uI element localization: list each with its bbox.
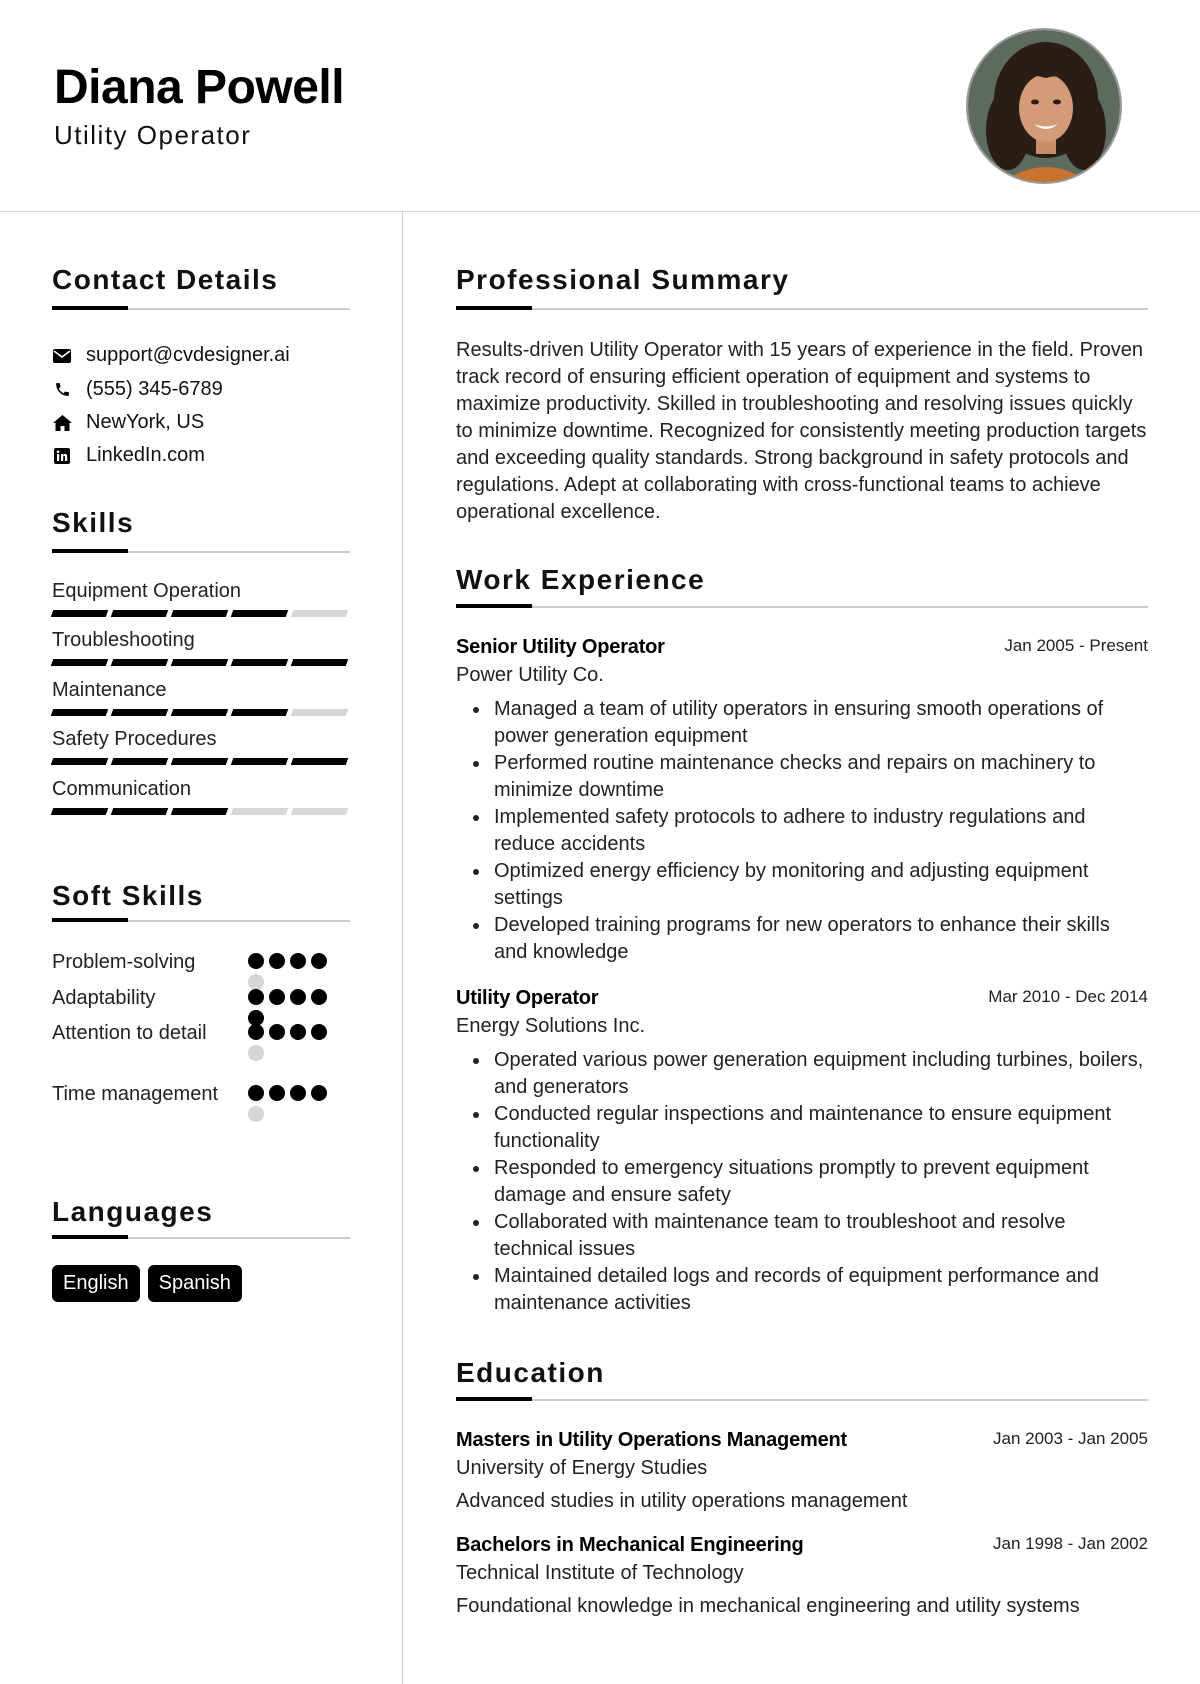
skill-level-bar: [52, 709, 348, 716]
contact-heading-rule: [52, 308, 350, 310]
level-segment: [111, 808, 169, 815]
language-badges: [52, 1265, 242, 1302]
level-segment: [51, 808, 109, 815]
job-title: Utility Operator: [456, 987, 599, 1009]
level-dot: [311, 989, 327, 1005]
languages-heading-rule: [52, 1237, 350, 1239]
resume-header: [0, 0, 1200, 212]
level-segment: [231, 709, 289, 716]
level-dot: [248, 989, 264, 1005]
level-dot: [248, 1106, 264, 1122]
level-dot: [290, 1085, 306, 1101]
job-date: Mar 2010 - Dec 2014: [988, 987, 1148, 1006]
level-dot: [269, 953, 285, 969]
job-bullets: [456, 1047, 1148, 1317]
level-dot: [248, 1045, 264, 1061]
soft-skills-heading-rule: [52, 920, 350, 922]
candidate-title: Utility Operator: [54, 120, 252, 150]
level-dot: [290, 953, 306, 969]
level-dot: [311, 1024, 327, 1040]
soft-skill-item: [52, 985, 352, 1012]
skill-level-bar: [52, 659, 348, 666]
skill-label: Communication: [52, 778, 191, 800]
skill-item: [52, 728, 348, 765]
experience-heading: Work Experience: [456, 564, 706, 595]
level-segment: [51, 659, 109, 666]
education-school: University of Energy Studies: [456, 1457, 708, 1479]
skill-level-bar: [52, 610, 348, 617]
level-segment: [291, 808, 349, 815]
level-segment: [291, 758, 349, 765]
phone-icon: [52, 380, 72, 400]
level-dot: [269, 1085, 285, 1101]
job-bullet: Performed routine maintenance checks and repairs on machinery to minimize downtime: [456, 750, 1148, 804]
contact-phone-text: (555) 345-6789: [86, 378, 223, 400]
profile-photo: [966, 28, 1122, 184]
job-entry: [456, 636, 1148, 966]
level-dot: [248, 953, 264, 969]
education-description: Foundational knowledge in mechanical engineering and utility systems: [456, 1595, 1080, 1617]
soft-skill-level-dots: [248, 1085, 332, 1122]
skill-label: Troubleshooting: [52, 629, 195, 651]
column-divider: [402, 212, 403, 1684]
summary-heading-rule: [456, 308, 1148, 310]
level-dot: [269, 989, 285, 1005]
level-segment: [231, 610, 289, 617]
job-bullet: Responded to emergency situations promptly to prevent equipment damage and ensure safety: [456, 1155, 1148, 1209]
level-segment: [231, 659, 289, 666]
soft-skill-item: [52, 1020, 352, 1047]
level-segment: [111, 610, 169, 617]
job-bullet: Maintained detailed logs and records of equipment performance and maintenance activities: [456, 1263, 1148, 1317]
level-segment: [171, 610, 229, 617]
level-segment: [111, 659, 169, 666]
level-segment: [231, 808, 289, 815]
job-bullet: Collaborated with maintenance team to troubleshoot and resolve technical issues: [456, 1209, 1148, 1263]
languages-heading: Languages: [52, 1196, 214, 1227]
level-segment: [51, 709, 109, 716]
summary-heading: Professional Summary: [456, 264, 790, 295]
level-dot: [269, 1024, 285, 1040]
job-date: Jan 2005 - Present: [1004, 636, 1148, 655]
education-date: Jan 2003 - Jan 2005: [992, 1429, 1148, 1448]
job-bullets: [456, 696, 1148, 966]
soft-skill-label: Time management: [52, 1083, 218, 1105]
soft-skills-heading: Soft Skills: [52, 880, 204, 911]
education-degree: Bachelors in Mechanical Engineering: [456, 1534, 804, 1556]
level-dot: [290, 1024, 306, 1040]
job-company: Energy Solutions Inc.: [456, 1015, 645, 1037]
soft-skill-item: [52, 949, 352, 976]
level-dot: [311, 953, 327, 969]
contact-heading: Contact Details: [52, 264, 279, 295]
job-bullet: Implemented safety protocols to adhere to industry regulations and reduce accidents: [456, 804, 1148, 858]
contact-email-text: support@cvdesigner.ai: [86, 344, 290, 366]
linkedin-icon: [52, 446, 72, 466]
education-entry: [456, 1534, 1148, 1618]
job-bullet: Operated various power generation equipment including turbines, boilers, and generators: [456, 1047, 1148, 1101]
skill-item: [52, 629, 348, 666]
skill-item: [52, 580, 348, 617]
soft-skill-label: Problem-solving: [52, 951, 196, 973]
job-company: Power Utility Co.: [456, 664, 604, 686]
contact-linkedin-text: LinkedIn.com: [86, 444, 205, 466]
level-segment: [171, 758, 229, 765]
soft-skill-label: Attention to detail: [52, 1022, 207, 1044]
home-icon: [52, 413, 72, 433]
job-title: Senior Utility Operator: [456, 636, 665, 658]
skill-label: Maintenance: [52, 679, 167, 701]
level-segment: [231, 758, 289, 765]
level-dot: [311, 1085, 327, 1101]
skill-item: [52, 679, 348, 716]
level-segment: [291, 610, 349, 617]
skill-level-bar: [52, 808, 348, 815]
level-dot: [290, 989, 306, 1005]
education-heading-rule: [456, 1399, 1148, 1401]
education-date: Jan 1998 - Jan 2002: [992, 1534, 1148, 1553]
language-badge-spanish: Spanish: [148, 1265, 242, 1302]
education-entry: [456, 1429, 1148, 1513]
level-segment: [171, 808, 229, 815]
level-segment: [51, 758, 109, 765]
soft-skill-item: [52, 1081, 352, 1108]
job-bullet: Conducted regular inspections and maintenance to ensure equipment functionality: [456, 1101, 1148, 1155]
contact-location-text: NewYork, US: [86, 411, 205, 433]
skill-label: Equipment Operation: [52, 580, 242, 602]
job-entry: [456, 987, 1148, 1317]
language-badge-english: English: [52, 1265, 140, 1302]
level-segment: [111, 758, 169, 765]
job-bullet: Developed training programs for new operators to enhance their skills and knowledge: [456, 912, 1148, 966]
summary-text: Results-driven Utility Operator with 15 years of experience in the field. Proven track record of ensuring efficient operation of equipment and systems to maximize productivity. Skilled in troubleshooting and resolving issues quickly to minimize downtime. Recognized for consistently meeting production targets and exceeding quality standards. Strong background in safety protocols and regulations. Adept at collaborating with cross-functional teams to achieve operational excellence.: [456, 339, 1147, 523]
soft-skill-label: Adaptability: [52, 987, 156, 1009]
job-bullet: Optimized energy efficiency by monitoring and adjusting equipment settings: [456, 858, 1148, 912]
job-bullet: Managed a team of utility operators in ensuring smooth operations of power generation equipment: [456, 696, 1148, 750]
soft-skill-level-dots: [248, 1024, 332, 1061]
skill-item: [52, 778, 348, 815]
contact-email[interactable]: [52, 344, 290, 367]
contact-linkedin[interactable]: [52, 444, 205, 467]
education-degree: Masters in Utility Operations Management: [456, 1429, 847, 1451]
education-school: Technical Institute of Technology: [456, 1562, 744, 1584]
skills-heading: Skills: [52, 507, 135, 538]
skill-label: Safety Procedures: [52, 728, 217, 750]
level-segment: [291, 709, 349, 716]
level-segment: [171, 709, 229, 716]
skill-level-bar: [52, 758, 348, 765]
candidate-name: Diana Powell: [54, 61, 345, 114]
skills-heading-rule: [52, 551, 350, 553]
level-dot: [248, 1024, 264, 1040]
level-dot: [248, 1085, 264, 1101]
education-heading: Education: [456, 1357, 605, 1388]
level-segment: [51, 610, 109, 617]
level-segment: [111, 709, 169, 716]
contact-location: [52, 411, 204, 434]
level-segment: [291, 659, 349, 666]
experience-heading-rule: [456, 606, 1148, 608]
envelope-icon: [52, 346, 72, 366]
contact-phone[interactable]: [52, 378, 223, 401]
level-segment: [171, 659, 229, 666]
education-description: Advanced studies in utility operations management: [456, 1490, 908, 1512]
